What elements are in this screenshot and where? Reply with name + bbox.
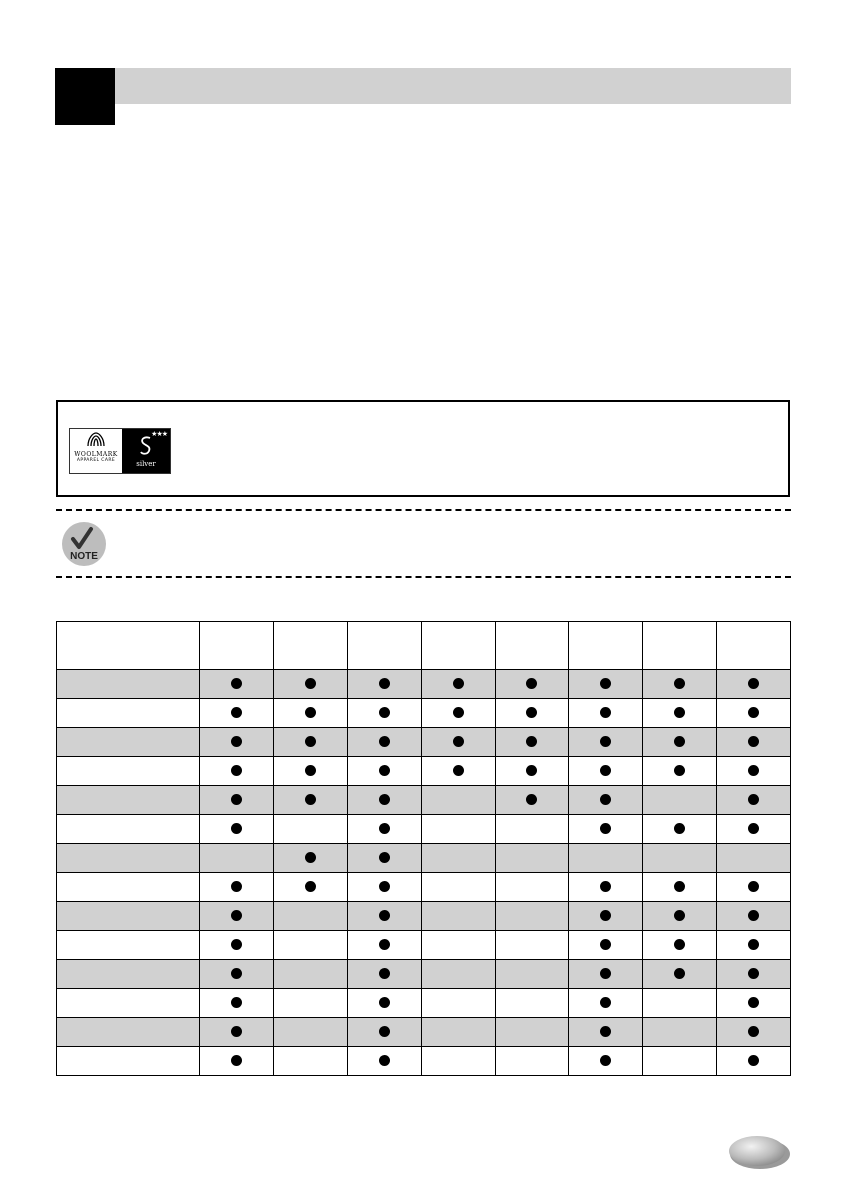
table-cell	[495, 1047, 569, 1076]
table-cell	[569, 786, 643, 815]
compatible-dot-icon	[453, 707, 464, 718]
compatible-dot-icon	[600, 823, 611, 834]
table-cell	[347, 815, 421, 844]
table-cell	[421, 902, 495, 931]
compatible-dot-icon	[379, 1026, 390, 1037]
table-cell	[643, 931, 717, 960]
compatible-dot-icon	[600, 678, 611, 689]
woolmark-silver-badge	[122, 429, 170, 473]
table-cell	[569, 989, 643, 1018]
table-cell	[200, 844, 274, 873]
row-label-cell	[57, 931, 200, 960]
woolmark-emblem	[70, 429, 122, 473]
section-marker-block	[55, 68, 115, 125]
table-cell	[421, 757, 495, 786]
table-cell	[421, 699, 495, 728]
table-cell	[495, 1018, 569, 1047]
compatible-dot-icon	[305, 794, 316, 805]
compatible-dot-icon	[748, 939, 759, 950]
table-header-cell	[273, 622, 347, 670]
table-cell	[200, 699, 274, 728]
table-row	[57, 1047, 791, 1076]
table-row	[57, 844, 791, 873]
table-header-cell	[200, 622, 274, 670]
compatible-dot-icon	[231, 910, 242, 921]
compatible-dot-icon	[674, 823, 685, 834]
compatible-dot-icon	[379, 736, 390, 747]
table-cell	[495, 728, 569, 757]
row-label-cell	[57, 873, 200, 902]
table-row	[57, 786, 791, 815]
table-cell	[569, 757, 643, 786]
table-cell	[421, 670, 495, 699]
compatible-dot-icon	[305, 765, 316, 776]
table-cell	[717, 902, 791, 931]
compatible-dot-icon	[305, 736, 316, 747]
table-row	[57, 960, 791, 989]
woolmark-wordmark: WOOLMARK	[74, 451, 118, 458]
table-cell	[200, 873, 274, 902]
compatible-dot-icon	[231, 1055, 242, 1066]
compatible-dot-icon	[379, 707, 390, 718]
table-cell	[643, 757, 717, 786]
compatible-dot-icon	[600, 794, 611, 805]
table-row	[57, 1018, 791, 1047]
table-cell	[495, 873, 569, 902]
table-cell	[569, 815, 643, 844]
table-row	[57, 931, 791, 960]
compatible-dot-icon	[674, 968, 685, 979]
compatible-dot-icon	[748, 823, 759, 834]
compatible-dot-icon	[379, 910, 390, 921]
table-cell	[717, 989, 791, 1018]
compatible-dot-icon	[305, 678, 316, 689]
table-row	[57, 699, 791, 728]
compatible-dot-icon	[526, 794, 537, 805]
compatible-dot-icon	[748, 678, 759, 689]
table-cell	[347, 960, 421, 989]
table-cell	[200, 670, 274, 699]
compatible-dot-icon	[231, 794, 242, 805]
table-cell	[273, 931, 347, 960]
table-cell	[347, 757, 421, 786]
table-cell	[347, 728, 421, 757]
compatible-dot-icon	[600, 881, 611, 892]
compatible-dot-icon	[379, 765, 390, 776]
compatible-dot-icon	[231, 939, 242, 950]
table-cell	[347, 902, 421, 931]
compatible-dot-icon	[231, 997, 242, 1008]
table-cell	[569, 699, 643, 728]
table-cell	[347, 786, 421, 815]
table-cell	[569, 1018, 643, 1047]
compatible-dot-icon	[674, 736, 685, 747]
compatible-dot-icon	[600, 1026, 611, 1037]
table-cell	[273, 960, 347, 989]
table-cell	[717, 815, 791, 844]
woolmark-subline: APPAREL CARE	[76, 458, 116, 463]
compatible-dot-icon	[379, 823, 390, 834]
compatible-dot-icon	[231, 736, 242, 747]
compatible-dot-icon	[379, 794, 390, 805]
table-cell	[717, 844, 791, 873]
table-cell	[569, 1047, 643, 1076]
table-cell	[421, 815, 495, 844]
compatible-dot-icon	[379, 1055, 390, 1066]
row-label-cell	[57, 757, 200, 786]
table-header-cell	[57, 622, 200, 670]
table-cell	[200, 815, 274, 844]
table-cell	[643, 699, 717, 728]
table-cell	[717, 728, 791, 757]
compatible-dot-icon	[379, 997, 390, 1008]
table-cell	[273, 873, 347, 902]
table-cell	[717, 670, 791, 699]
row-label-cell	[57, 670, 200, 699]
table-cell	[273, 1018, 347, 1047]
table-cell	[347, 873, 421, 902]
compatible-dot-icon	[379, 852, 390, 863]
compatible-dot-icon	[600, 939, 611, 950]
table-cell	[643, 902, 717, 931]
page-number-oval	[729, 1134, 791, 1170]
table-cell	[643, 989, 717, 1018]
compatible-dot-icon	[748, 910, 759, 921]
table-cell	[421, 989, 495, 1018]
row-label-cell	[57, 960, 200, 989]
table-cell	[717, 786, 791, 815]
table-cell	[273, 815, 347, 844]
compatible-dot-icon	[231, 968, 242, 979]
table-cell	[421, 960, 495, 989]
table-cell	[273, 728, 347, 757]
compatible-dot-icon	[305, 852, 316, 863]
table-header-row	[57, 622, 791, 670]
row-label-cell	[57, 728, 200, 757]
table-cell	[717, 873, 791, 902]
table-cell	[569, 670, 643, 699]
table-cell	[717, 960, 791, 989]
compatible-dot-icon	[305, 881, 316, 892]
table-row	[57, 815, 791, 844]
compatible-dot-icon	[748, 794, 759, 805]
table-cell	[717, 1047, 791, 1076]
table-cell	[273, 757, 347, 786]
table-cell	[495, 960, 569, 989]
table-cell	[495, 902, 569, 931]
row-label-cell	[57, 786, 200, 815]
compatible-dot-icon	[453, 736, 464, 747]
table-header-cell	[421, 622, 495, 670]
compatible-dot-icon	[674, 939, 685, 950]
woolmark-s-icon	[122, 435, 170, 462]
note-top-divider	[56, 509, 791, 511]
compatible-dot-icon	[305, 707, 316, 718]
table-cell	[495, 844, 569, 873]
badge-stars: ★★★	[151, 430, 167, 438]
table-header-cell	[347, 622, 421, 670]
table-cell	[643, 1047, 717, 1076]
table-cell	[200, 757, 274, 786]
compatible-dot-icon	[231, 1026, 242, 1037]
compatible-dot-icon	[748, 968, 759, 979]
table-cell	[717, 931, 791, 960]
compatible-dot-icon	[231, 707, 242, 718]
compatible-dot-icon	[526, 765, 537, 776]
row-label-cell	[57, 844, 200, 873]
compatible-dot-icon	[379, 939, 390, 950]
table-cell	[643, 728, 717, 757]
compatible-dot-icon	[231, 678, 242, 689]
table-cell	[569, 931, 643, 960]
table-cell	[200, 786, 274, 815]
table-cell	[495, 786, 569, 815]
table-cell	[421, 1047, 495, 1076]
table-cell	[200, 989, 274, 1018]
row-label-cell	[57, 902, 200, 931]
compatible-dot-icon	[748, 1055, 759, 1066]
table-cell	[347, 1047, 421, 1076]
table-cell	[421, 1018, 495, 1047]
table-cell	[200, 1047, 274, 1076]
compatible-dot-icon	[600, 997, 611, 1008]
table-header-cell	[717, 622, 791, 670]
table-row	[57, 728, 791, 757]
compatible-dot-icon	[748, 1026, 759, 1037]
woolmark-ball-icon	[85, 429, 107, 451]
compatible-dot-icon	[600, 707, 611, 718]
table-cell	[421, 728, 495, 757]
compatible-dot-icon	[600, 736, 611, 747]
compatible-dot-icon	[748, 997, 759, 1008]
compatible-dot-icon	[526, 736, 537, 747]
section-header-bar	[115, 68, 791, 104]
row-label-cell	[57, 1018, 200, 1047]
table-cell	[273, 902, 347, 931]
table-cell	[643, 873, 717, 902]
table-cell	[569, 902, 643, 931]
table-cell	[200, 1018, 274, 1047]
compatible-dot-icon	[379, 678, 390, 689]
compatible-dot-icon	[453, 765, 464, 776]
compatible-dot-icon	[600, 765, 611, 776]
table-cell	[421, 786, 495, 815]
table-cell	[717, 1018, 791, 1047]
note-bottom-divider	[56, 576, 791, 578]
table-cell	[643, 844, 717, 873]
care-compatibility-table	[56, 621, 791, 1076]
woolmark-logo	[69, 428, 171, 474]
table-cell	[347, 699, 421, 728]
table-cell	[273, 699, 347, 728]
compatible-dot-icon	[674, 678, 685, 689]
row-label-cell	[57, 1047, 200, 1076]
row-label-cell	[57, 815, 200, 844]
table-cell	[495, 931, 569, 960]
badge-silver-label: silver	[136, 460, 156, 468]
table-cell	[495, 989, 569, 1018]
table-row	[57, 757, 791, 786]
table-cell	[347, 844, 421, 873]
table-cell	[273, 786, 347, 815]
table-cell	[200, 931, 274, 960]
compatible-dot-icon	[600, 968, 611, 979]
table-cell	[273, 1047, 347, 1076]
table-cell	[569, 844, 643, 873]
compatible-dot-icon	[600, 1055, 611, 1066]
table-cell	[200, 902, 274, 931]
compatible-dot-icon	[231, 765, 242, 776]
table-row	[57, 989, 791, 1018]
table-cell	[273, 670, 347, 699]
compatible-dot-icon	[379, 881, 390, 892]
table-cell	[347, 670, 421, 699]
compatible-dot-icon	[600, 910, 611, 921]
table-cell	[200, 960, 274, 989]
table-cell	[273, 989, 347, 1018]
compatible-dot-icon	[231, 881, 242, 892]
table-cell	[643, 815, 717, 844]
woolmark-notice-box	[56, 400, 790, 497]
table-row	[57, 902, 791, 931]
table-cell	[421, 844, 495, 873]
compatible-dot-icon	[231, 823, 242, 834]
compatible-dot-icon	[748, 765, 759, 776]
table-cell	[643, 1018, 717, 1047]
compatible-dot-icon	[674, 765, 685, 776]
table-cell	[273, 844, 347, 873]
table-cell	[200, 728, 274, 757]
table-cell	[347, 989, 421, 1018]
table-cell	[421, 931, 495, 960]
table-cell	[421, 873, 495, 902]
table-cell	[643, 786, 717, 815]
compatible-dot-icon	[674, 881, 685, 892]
table-cell	[717, 699, 791, 728]
table-cell	[569, 873, 643, 902]
compatible-dot-icon	[526, 678, 537, 689]
table-cell	[495, 670, 569, 699]
table-cell	[717, 757, 791, 786]
table-header-cell	[643, 622, 717, 670]
compatible-dot-icon	[674, 707, 685, 718]
compatible-dot-icon	[748, 881, 759, 892]
table-cell	[569, 728, 643, 757]
table-cell	[347, 931, 421, 960]
compatible-dot-icon	[748, 707, 759, 718]
table-row	[57, 873, 791, 902]
table-cell	[495, 757, 569, 786]
table-header-cell	[495, 622, 569, 670]
table-cell	[643, 960, 717, 989]
note-icon-label: NOTE	[70, 551, 98, 562]
row-label-cell	[57, 699, 200, 728]
compatible-dot-icon	[453, 678, 464, 689]
note-check-icon	[61, 521, 107, 567]
table-cell	[495, 699, 569, 728]
table-cell	[347, 1018, 421, 1047]
table-body	[57, 670, 791, 1076]
compatible-dot-icon	[379, 968, 390, 979]
row-label-cell	[57, 989, 200, 1018]
table-cell	[569, 960, 643, 989]
table-header-cell	[569, 622, 643, 670]
compatible-dot-icon	[748, 736, 759, 747]
table-row	[57, 670, 791, 699]
compatible-dot-icon	[674, 910, 685, 921]
compatible-dot-icon	[526, 707, 537, 718]
table-cell	[495, 815, 569, 844]
table-cell	[643, 670, 717, 699]
